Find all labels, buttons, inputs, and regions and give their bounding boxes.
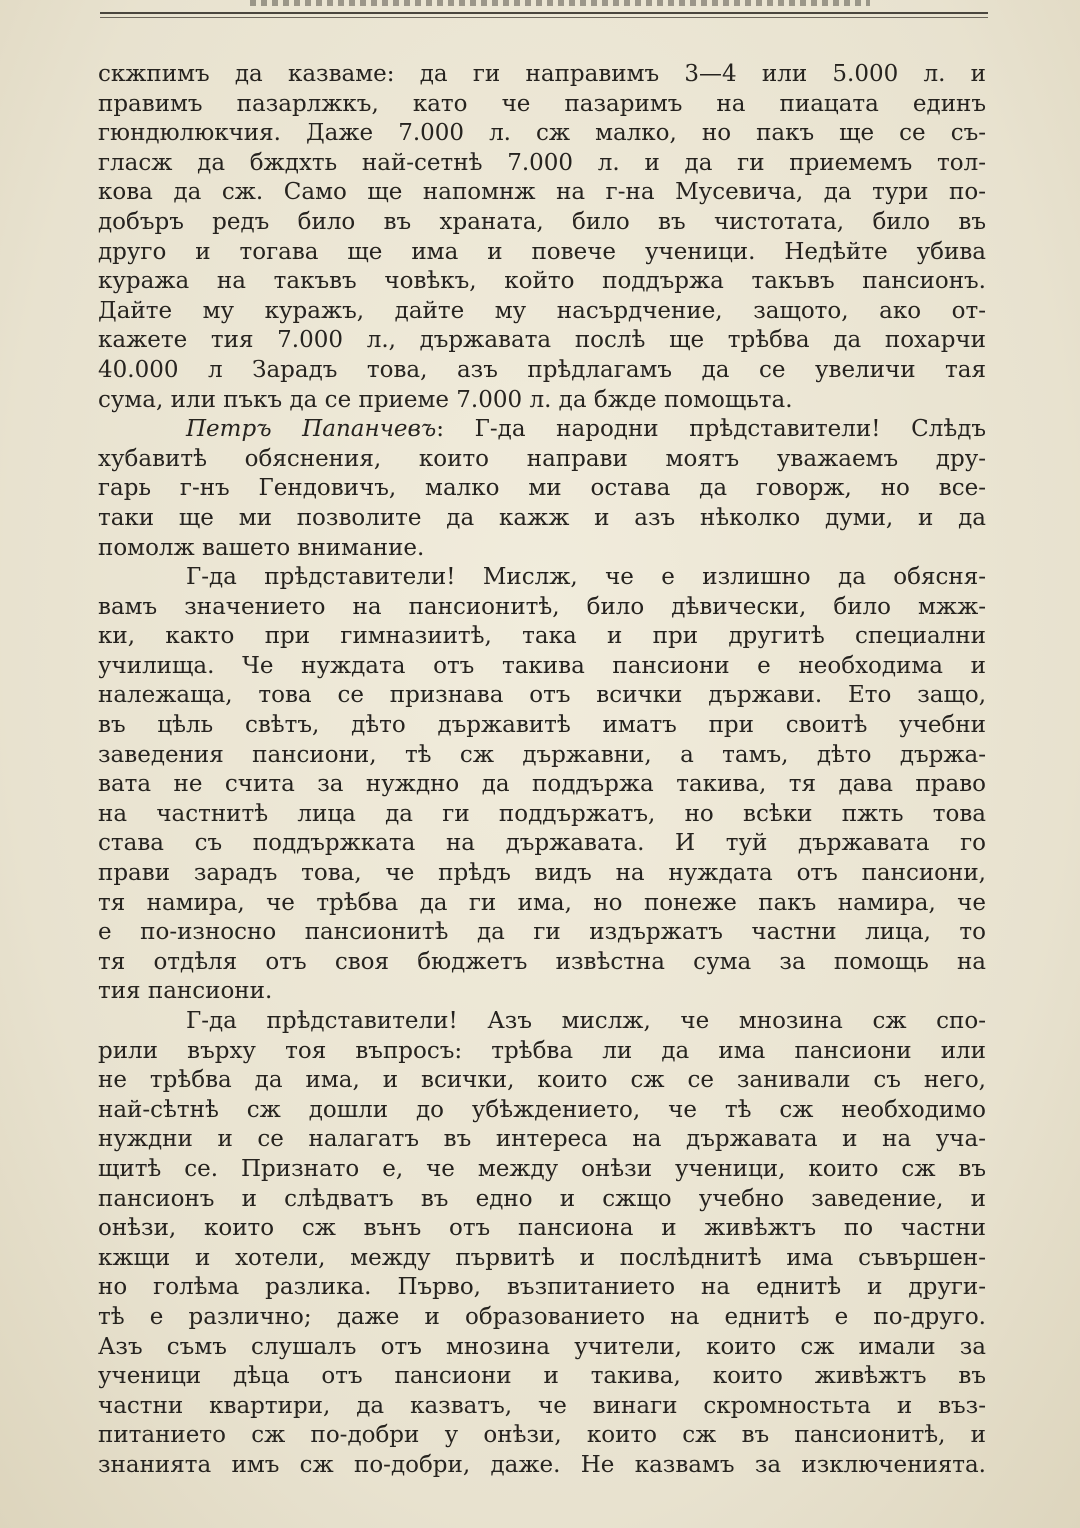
text-line: тѣ е различно; даже и образованието на еднитѣ е по-друго. [98,1303,986,1330]
text-line: гласж да бждхть най-сетнѣ 7.000 л. и да ги приемемъ тол- [98,149,986,176]
header-rule [100,12,988,14]
text-line: заведения пансиони, тѣ сж държавни, а тамъ, дѣто държа- [98,741,986,768]
speaker-name: Петръ Папанчевъ [186,416,437,443]
text-line: кова да сж. Само ще напомнж на г-на Мусевича, да тури по- [98,179,986,206]
text-line: добъръ редъ било въ храната, било въ чистотата, било въ [98,208,986,235]
text-line: кжщи и хотели, между първитѣ и послѣднитѣ има съвършен- [98,1244,986,1271]
text-line: кажете тия 7.000 л., държавата послѣ ще трѣбва да похарчи [98,327,986,354]
text-line: скжпимъ да казваме: да ги направимъ 3—4 или 5.000 л. и [98,61,986,87]
text-line: правимъ пазарлжкъ, като че пазаримъ на пиацата единъ [98,90,986,117]
text-line: на частнитѣ лица да ги поддържатъ, но всѣки пжть това [98,800,986,827]
text-line: Дайте му куражъ, дайте му насърдчение, защото, ако от- [98,297,986,324]
text-line: не трѣбва да има, и всички, които сж се занивали съ него, [98,1067,986,1094]
text-line: сума, или пъкъ да се приеме 7.000 л. да бжде помощьта. [98,386,793,413]
text-line: онѣзи, които сж вънъ отъ пансиона и живѣжтъ по частни [98,1215,986,1242]
text-line: вамъ значението на пансионитѣ, било дѣвически, било мжж- [98,593,986,620]
text-line: частни квартири, да казватъ, че винаги скромностьта и въз- [98,1392,986,1419]
text-line: гюндюлюкчия. Даже 7.000 л. сж малко, но пакъ ще се съ- [98,120,986,147]
text-line: е по-износно пансионитѣ да ги издържатъ частни лица, то [98,919,986,946]
text-line: прави зарадъ това, че прѣдъ видъ на нуждата отъ пансиони, [98,860,986,887]
text-line: вата не счита за нуждно да поддържа такива, тя дава право [98,771,986,798]
text-line: но голѣма разлика. Първо, възпитанието на еднитѣ и други- [98,1274,986,1301]
paragraph-2 [98,415,986,563]
text-line: най-сѣтнѣ сж дошли до убѣждението, че тѣ сж необходимо [98,1096,986,1123]
header-rule-thin [100,17,988,18]
text-line: належаща, това се признава отъ всички държави. Ето защо, [98,682,986,709]
text-line: таки ще ми позволите да кажж и азъ нѣколко думи, и да [98,504,986,531]
body-text [98,60,986,1481]
text-line: въ цѣль свѣтъ, дѣто държавитѣ иматъ при своитѣ учебни [98,712,986,739]
text-line: тя намира, че трѣбва да ги има, но понеже пакъ намира, че [98,889,986,916]
text-line: Азъ съмъ слушалъ отъ мнозина учители, които сж имали за [98,1333,986,1360]
text-line: тя отдѣля отъ своя бюджетъ извѣстна сума за помощь на [98,948,986,975]
header-cut-text [250,0,870,6]
text-line: ученици дѣца отъ пансиони и такива, които живѣжтъ въ [98,1363,986,1390]
text-line: питанието сж по-добри у онѣзи, които сж въ пансионитѣ, и [98,1422,986,1449]
text-line: става съ поддържката на държавата. И туй държавата го [98,830,986,857]
text-line: рили върху тоя въпросъ: трѣбва ли да има пансиони или [98,1037,986,1064]
text-line: гарь г-нъ Гендовичъ, малко ми остава да говорж, но все- [98,475,986,502]
text-line: Г-да прѣдставители! Азъ мислж, че мнозина сж спо- [186,1008,986,1034]
text-line: тия пансиони. [98,978,273,1005]
text-line: нуждни и се налагатъ въ интереса на държавата и на уча- [98,1126,986,1153]
text-line: щитѣ се. Признато е, че между онѣзи ученици, които сж въ [98,1155,986,1182]
text-line: : Г-да народни прѣдставители! Слѣдъ [436,416,986,443]
paragraph-3 [98,563,986,1007]
text-line: училища. Че нуждата отъ такива пансиони е необходима и [98,652,986,679]
paragraph-4 [98,1007,986,1481]
text-line: куража на такъвъ човѣкъ, който поддържа такъвъ пансионъ. [98,268,986,295]
text-line: Г-да прѣдставители! Мислж, че е излишно да обясня- [186,564,986,591]
text-line: 40.000 л Зарадъ това, азъ прѣдлагамъ да се увеличи тая [98,356,986,383]
speaker-line [98,415,986,445]
text-line: хубавитѣ обяснения, които направи моятъ уважаемъ дру- [98,445,986,472]
text-line: пансионъ и слѣдватъ въ едно и сжщо учебно заведение, и [98,1185,986,1212]
text-line: друго и тогава ще има и повече ученици. Недѣйте убива [98,238,986,265]
paragraph-1 [98,60,986,415]
text-line: ки, както при гимназиитѣ, така и при другитѣ специални [98,623,986,650]
text-line: помолж вашето внимание. [98,534,425,561]
text-line: знанията имъ сж по-добри, даже. Не казвамъ за изключенията. [98,1451,986,1478]
